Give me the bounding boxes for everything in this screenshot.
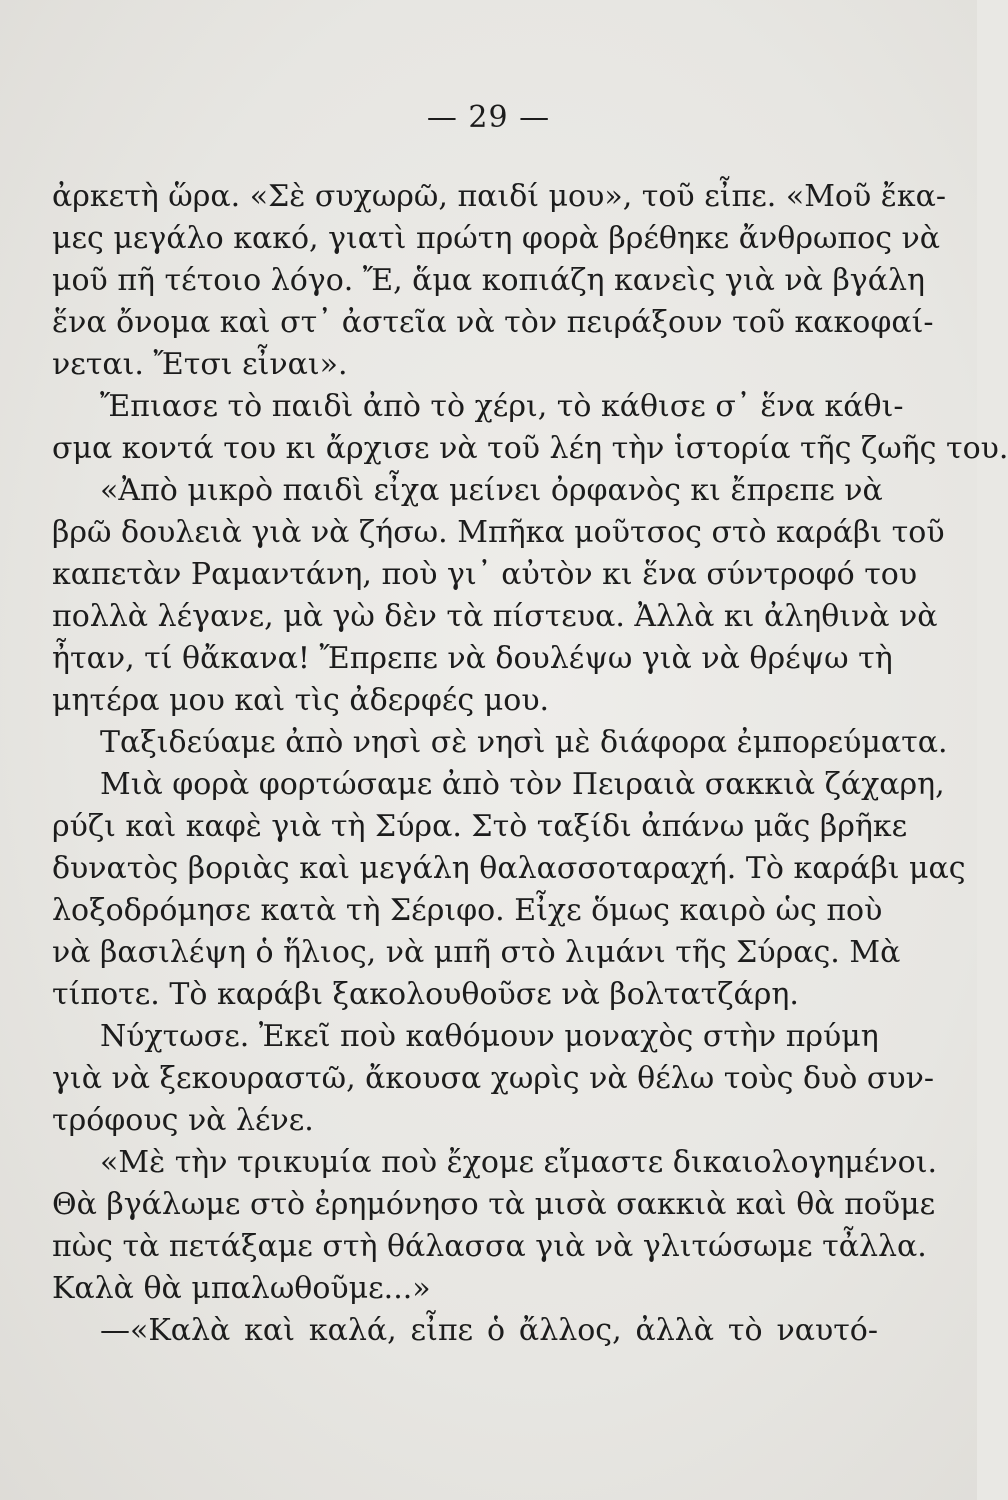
text-line: μοῦ πῆ τέτοιο λόγο. Ἔ, ἅμα κοπιάζη κανεὶς γιὰ νὰ βγάλη [52, 263, 925, 298]
page-number: — 29 — [426, 100, 551, 135]
text-line: Ἔπιασε τὸ παιδὶ ἀπὸ τὸ χέρι, τὸ κάθισε σ᾿ ἕνα κάθι- [100, 389, 904, 424]
body-text [52, 176, 1008, 1352]
text-line: πολλὰ λέγανε, μὰ γὼ δὲν τὰ πίστευα. Ἀλλὰ κι ἀληθινὰ νὰ [52, 599, 938, 634]
text-line: —«Καλὰ καὶ καλά, εἶπε ὁ ἄλλος, ἀλλὰ τὸ ναυτό- [100, 1313, 878, 1348]
text-line: «Ἀπὸ μικρὸ παιδὶ εἶχα μείνει ὀρφανὸς κι ἔπρεπε νὰ [100, 473, 883, 508]
text-line: μητέρα μου καὶ τὶς ἀδερφές μου. [52, 683, 550, 718]
text-line: Θὰ βγάλωμε στὸ ἐρημόνησο τὰ μισὰ σακκιὰ καὶ θὰ ποῦμε [52, 1187, 936, 1222]
text-line: Νύχτωσε. Ἐκεῖ ποὺ καθόμουν μοναχὸς στὴν πρύμη [100, 1019, 879, 1054]
text-line: βρῶ δουλειὰ γιὰ νὰ ζήσω. Μπῆκα μοῦτσος στὸ καράβι τοῦ [52, 515, 945, 550]
text-line: νεται. Ἔτσι εἶναι». [52, 347, 348, 382]
text-line: ἦταν, τί θἄκανα! Ἔπρεπε νὰ δουλέψω γιὰ νὰ θρέψω τὴ [52, 641, 893, 676]
text-line: Καλὰ θὰ μπαλωθοῦμε...» [52, 1271, 431, 1306]
text-line: δυνατὸς βοριὰς καὶ μεγάλη θαλασσοταραχή. Τὸ καράβι μας [52, 851, 966, 886]
text-line: ἀρκετὴ ὥρα. «Σὲ συχωρῶ, παιδί μου», τοῦ εἶπε. «Μοῦ ἔκα- [52, 179, 946, 214]
text-line: γιὰ νὰ ξεκουραστῶ, ἄκουσα χωρὶς νὰ θέλω τοὺς δυὸ συν- [52, 1061, 934, 1096]
text-line: «Μὲ τὴν τρικυμία ποὺ ἔχομε εἴμαστε δικαιολογημένοι. [100, 1145, 938, 1180]
text-line: σμα κοντά του κι ἄρχισε νὰ τοῦ λέη τὴν ἱστορία τῆς ζωῆς του. [52, 431, 1008, 466]
text-line: ἕνα ὄνομα καὶ στ᾿ ἀστεῖα νὰ τὸν πειράξουν τοῦ κακοφαί- [52, 305, 934, 340]
text-line: νὰ βασιλέψη ὁ ἥλιος, νὰ μπῆ στὸ λιμάνι τῆς Σύρας. Μὰ [52, 935, 901, 970]
text-line: Ταξιδεύαμε ἀπὸ νησὶ σὲ νησὶ μὲ διάφορα ἐμπορεύματα. [100, 725, 948, 760]
text-line: ρύζι καὶ καφὲ γιὰ τὴ Σύρα. Στὸ ταξίδι ἀπάνω μᾶς βρῆκε [52, 809, 908, 844]
text-line: καπετὰν Ραμαντάνη, ποὺ γι᾿ αὐτὸν κι ἕνα σύντροφό του [52, 557, 918, 592]
text-line: πὼς τὰ πετάξαμε στὴ θάλασσα γιὰ νὰ γλιτώσωμε τἆλλα. [52, 1229, 927, 1264]
text-line: λοξοδρόμησε κατὰ τὴ Σέριφο. Εἶχε ὅμως καιρὸ ὡς ποὺ [52, 893, 883, 928]
text-line: μες μεγάλο κακό, γιατὶ πρώτη φορὰ βρέθηκε ἄνθρωπος νὰ [52, 221, 941, 256]
text-line: τίποτε. Τὸ καράβι ξακολουθοῦσε νὰ βολτατζάρη. [52, 977, 799, 1012]
text-line: Μιὰ φορὰ φορτώσαμε ἀπὸ τὸν Πειραιὰ σακκιὰ ζάχαρη, [100, 767, 945, 802]
text-line: τρόφους νὰ λένε. [52, 1103, 314, 1138]
